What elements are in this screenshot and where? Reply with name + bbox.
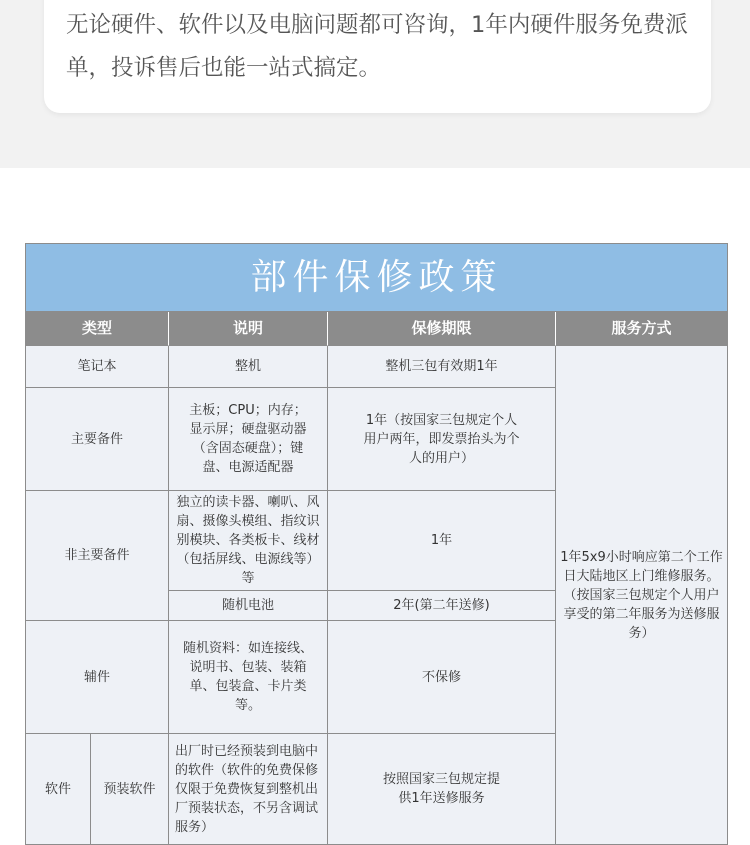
row-software-type: 软件 xyxy=(26,734,91,844)
row-minor-parts-period: 1年 xyxy=(328,491,556,591)
header-type: 类型 xyxy=(26,312,169,346)
row-accessories-type: 辅件 xyxy=(26,621,169,734)
intro-card xyxy=(44,0,711,113)
row-laptop-period: 整机三包有效期1年 xyxy=(328,346,556,388)
row-main-parts-description: 主板；CPU；内存；显示屏；硬盘驱动器（含固态硬盘）；键盘、电源适配器 xyxy=(169,388,328,491)
intro-text: 无论硬件、软件以及电脑问题都可咨询，1年内硬件服务免费派单，投诉售后也能一站式搞定。 xyxy=(66,12,688,81)
row-battery-period: 2年(第二年送修) xyxy=(328,591,556,621)
row-main-parts-type: 主要备件 xyxy=(26,388,169,491)
service-method: 1年5x9小时响应第二个工作日大陆地区上门维修服务。（按国家三包规定个人用户享受的第二年服务为送修服务） xyxy=(556,346,727,844)
row-software-description: 出厂时已经预装到电脑中的软件（软件的免费保修仅限于免费恢复到整机出厂预装状态，不另含调试服务） xyxy=(169,734,328,844)
row-accessories-period: 不保修 xyxy=(328,621,556,734)
row-laptop-description: 整机 xyxy=(169,346,328,388)
row-laptop-type: 笔记本 xyxy=(26,346,169,388)
top-section xyxy=(0,0,750,168)
row-software-subtype: 预装软件 xyxy=(91,734,169,844)
row-minor-parts-description: 独立的读卡器、喇叭、风扇、摄像头模组、指纹识别模块、各类板卡、线材（包括屏线、电源线等）等 xyxy=(169,491,328,591)
row-battery-description: 随机电池 xyxy=(169,591,328,621)
header-description: 说明 xyxy=(169,312,328,346)
header-service: 服务方式 xyxy=(556,312,727,346)
row-accessories-description: 随机资料：如连接线、说明书、包装、装箱单、包装盒、卡片类等。 xyxy=(169,621,328,734)
header-period: 保修期限 xyxy=(328,312,556,346)
policy-title: 部件保修政策 xyxy=(26,244,727,312)
row-main-parts-period: 1年（按国家三包规定个人用户两年，即发票抬头为个人的用户） xyxy=(328,388,556,491)
row-minor-parts-type: 非主要备件 xyxy=(26,491,169,621)
row-software-period: 按照国家三包规定提供1年送修服务 xyxy=(328,734,556,844)
warranty-policy-table xyxy=(25,243,728,845)
